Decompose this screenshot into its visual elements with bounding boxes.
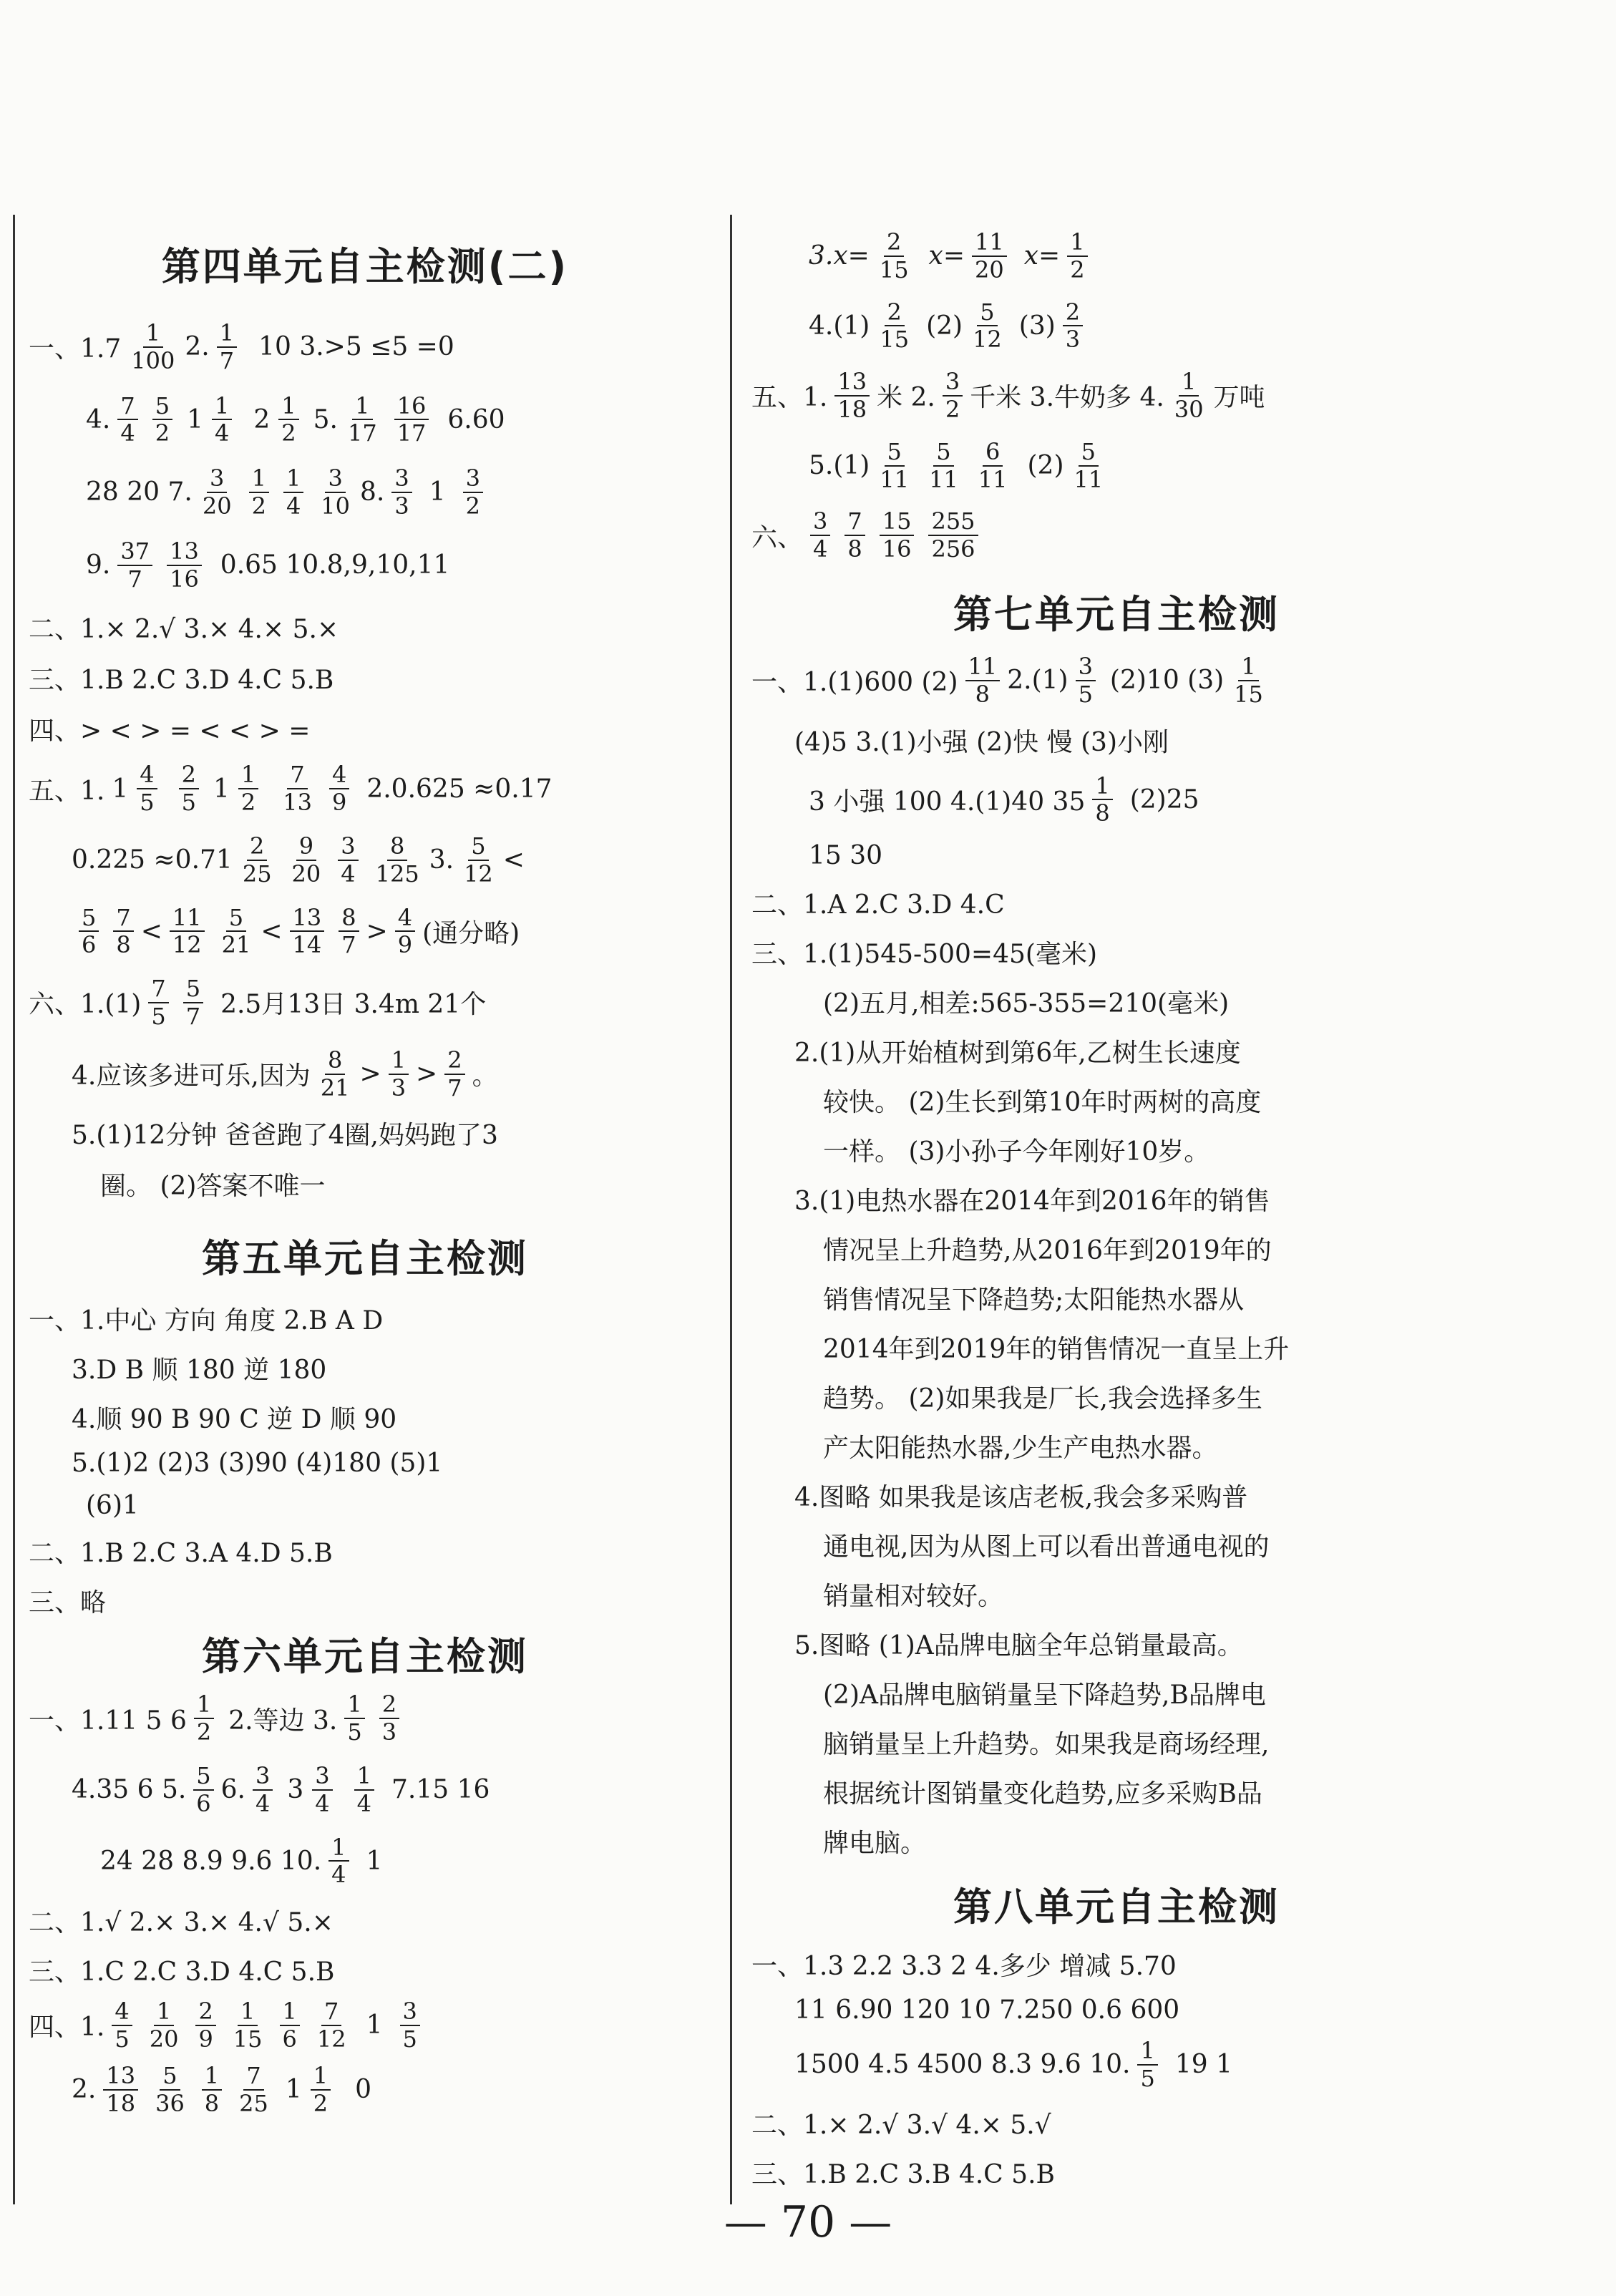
u4-si: 四、> < > = < < > = [29, 716, 311, 746]
u6-si2: 2. $\frac{13}{18}$ $\frac{5}{36}$ $\frac{1}{8}$ $\frac{7}{25}$ 1 $\frac{1}{2}$ 0 [72, 2061, 372, 2117]
r-line2: 4.(1) $\frac{2}{15}$ (2) $\frac{5}{12}$ (3) $\frac{2}{3}$ [751, 299, 1481, 354]
u7-p4-3: 销量相对较好。 [823, 1582, 1004, 1612]
u7-p4-2: 通电视,因为从图上可以看出普通电视的 [823, 1532, 1270, 1562]
u4-liu5b: 圈。 (2)答案不唯一 [100, 1172, 326, 1202]
u7-line1: 一、1.(1)600 (2) $\frac{11}{8}$ 2.(1) $\frac{3}{5}$ (2)10 (3) $\frac{1}{15}$ [751, 652, 1263, 708]
u5-line4: 5.(1)2 (2)3 (3)90 (4)180 (5)1 [72, 1449, 443, 1479]
u4-wu2: 0.225 ≈0.71 $\frac{2}{25}$ $\frac{9}{20}$ $\frac{3}{4}$ $\frac{8}{125}$ 3. $\frac{5}{12}$ < [72, 832, 525, 887]
page-number: — 70 — [724, 2197, 892, 2247]
u8-line3: 1500 4.5 4500 8.3 9.6 10. $\frac{1}{5}$ 19 1 [794, 2037, 1232, 2092]
left-column [29, 208, 701, 2116]
u7-p5-4: 根据统计图销量变化趋势,应多采购B品 [823, 1779, 1262, 1809]
u7-line2: (4)5 3.(1)小强 (2)快 慢 (3)小刚 [794, 727, 1169, 757]
u4-liu5: 5.(1)12分钟 爸爸跑了4圈,妈妈跑了3 [72, 1121, 498, 1151]
u7-p5-1: 5.图略 (1)A品牌电脑全年总销量最高。 [794, 1631, 1243, 1661]
u7-san1: 三、1.(1)545-500=45(毫米) [751, 940, 1097, 970]
u7-p5-2: (2)A品牌电脑销量呈下降趋势,B品牌电 [823, 1680, 1266, 1711]
u8-line1: 一、1.3 2.2 3.3 2 4.多少 增减 5.70 [751, 1952, 1177, 1982]
u4-line3: 28 20 7. $\frac{3}{20}$ $\frac{1}{2}$ $\frac{1}{4}$ $\frac{3}{10}$ 8. $\frac{3}{3}$ 1 $\frac{3}{2}$ [29, 465, 701, 520]
center-rule [730, 215, 732, 2204]
right-column [751, 208, 1481, 2191]
u7-san2: (2)五月,相差:565-355=210(毫米) [823, 989, 1230, 1019]
u7-p3-2: 情况呈上升趋势,从2016年到2019年的 [823, 1236, 1272, 1266]
r-wu1: 五、1. $\frac{13}{18}$ 米 2. $\frac{3}{2}$ 千米 3.牛奶多 4. $\frac{1}{30}$ 万吨 [751, 368, 1265, 423]
u4-wu1: 五、1. 1 $\frac{4}{5}$ $\frac{2}{5}$ 1 $\frac{1}{2}$ $\frac{7}{13}$ $\frac{4}{9}$ 2.0.625 ≈0.17 [29, 761, 553, 817]
u5-line1: 一、1.中心 方向 角度 2.B A D [29, 1306, 384, 1336]
u7-p4-1: 4.图略 如果我是该店老板,我会多采购普 [794, 1483, 1248, 1513]
u8-line2: 11 6.90 120 10 7.250 0.6 600 [794, 1995, 1180, 2025]
r-wu5: 5.(1) $\frac{5}{11}$ $\frac{5}{11}$ $\frac{6}{11}$ (2) $\frac{5}{11}$ [809, 437, 1104, 493]
u7-p3-3: 销售情况呈下降趋势;太阳能热水器从 [823, 1285, 1245, 1315]
r-liu: 六、 $\frac{3}{4}$ $\frac{7}{8}$ $\frac{15}{16}$ $\frac{255}{256}$ [751, 508, 1481, 563]
u5-line2: 3.D B 顺 180 逆 180 [72, 1356, 327, 1386]
u7-p3-5: 趋势。 (2)如果我是厂长,我会选择多生 [823, 1384, 1262, 1414]
u8-san: 三、1.B 2.C 3.B 4.C 5.B [751, 2159, 1055, 2189]
u7-line3: 3 小强 100 4.(1)40 35 $\frac{1}{8}$ (2)25 [809, 772, 1199, 827]
u7-p3-6: 产太阳能热水器,少生产电热水器。 [823, 1434, 1218, 1464]
u7-line4: 15 30 [809, 841, 883, 871]
u5-er: 二、1.B 2.C 3.A 4.D 5.B [29, 1539, 333, 1569]
left-rule [13, 215, 15, 2204]
u4-liu1: 六、1.(1) $\frac{7}{5}$ $\frac{5}{7}$ 2.5月13日 3.4m 21个 [29, 975, 487, 1030]
u6-line1: 一、1.11 5 6 $\frac{1}{2}$ 2.等边 3. $\frac{1}{5}$ $\frac{2}{3}$ [29, 1691, 701, 1746]
u4-line2: 4. $\frac{7}{4}$ $\frac{5}{2}$ 1 $\frac{1}{4}$ 2 $\frac{1}{2}$ 5. $\frac{1}{17}$ $\frac{16}{17}$ 6.60 [86, 391, 505, 447]
u7-p3-1: 3.(1)电热水器在2014年到2016年的销售 [794, 1187, 1270, 1217]
u7-p2-1: 2.(1)从开始植树到第6年,乙树生长速度 [794, 1038, 1241, 1069]
u7-p3-4: 2014年到2019年的销售情况一直呈上升 [823, 1335, 1290, 1365]
u7-p5-3: 脑销量呈上升趋势。如果我是商场经理, [823, 1730, 1270, 1760]
u7-p2-2: 较快。 (2)生长到第10年时两树的高度 [823, 1088, 1262, 1118]
u4-liu4: 4.应该多进可乐,因为 $\frac{8}{21}$ > $\frac{1}{3}$ > $\frac{2}{7}$ 。 [72, 1046, 498, 1101]
u4-san: 三、1.B 2.C 3.D 4.C 5.B [29, 666, 334, 696]
u6-san: 三、1.C 2.C 3.D 4.C 5.B [29, 1957, 335, 1988]
u6-er: 二、1.√ 2.× 3.× 4.√ 5.× [29, 1908, 334, 1938]
u5-line3: 4.顺 90 B 90 C 逆 D 顺 90 [72, 1405, 397, 1435]
u6-line3: 24 28 8.9 9.6 10. $\frac{1}{4}$ 1 [100, 1833, 383, 1889]
u5-san: 三、略 [29, 1588, 107, 1618]
unit7-title: 第七单元自主检测 [953, 591, 1280, 637]
u4-er: 二、1.× 2.√ 3.× 4.× 5.× [29, 615, 339, 645]
unit5-title: 第五单元自主检测 [202, 1236, 528, 1282]
unit6-title: 第六单元自主检测 [202, 1634, 528, 1680]
u7-er: 二、1.A 2.C 3.D 4.C [751, 890, 1005, 920]
r-line1: 3.x= $\frac{2}{15}$ x= $\frac{11}{20}$ x= $\frac{1}{2}$ [751, 229, 1481, 283]
u6-line2: 4.35 6 5. $\frac{5}{6}$ 6. $\frac{3}{4}$ 3 $\frac{3}{4}$ $\frac{1}{4}$ 7.15 16 [72, 1761, 490, 1817]
u4-wu3: $\frac{5}{6}$ $\frac{7}{8}$ < $\frac{11}{12}$ $\frac{5}{21}$ < $\frac{13}{14}$ $\frac{8}{7}$ > $\frac{4}{9}$ (通分略) [29, 905, 701, 959]
u7-p2-3: 一样。 (3)小孙子今年刚好10岁。 [823, 1137, 1210, 1167]
u4-line1: 一、1.7 $\frac{1}{100}$ 2. $\frac{1}{7}$ 10 3.>5 ≤5 =0 [29, 319, 454, 374]
unit8-title: 第八单元自主检测 [953, 1884, 1280, 1930]
unit4-title: 第四单元自主检测(二) [161, 244, 569, 289]
u7-p5-5: 牌电脑。 [823, 1829, 927, 1859]
u8-er: 二、1.× 2.√ 3.√ 4.× 5.√ [751, 2110, 1051, 2140]
u5-line5: (6)1 [86, 1491, 139, 1521]
u6-si1: 四、1. $\frac{4}{5}$ $\frac{1}{20}$ $\frac{2}{9}$ $\frac{1}{15}$ $\frac{1}{6}$ $\frac{7}{12}$ 1 $\frac{3}{5}$ [29, 1998, 701, 2053]
u4-line4: 9. $\frac{37}{7}$ $\frac{13}{16}$ 0.65 10.8,9,10,11 [86, 537, 450, 593]
